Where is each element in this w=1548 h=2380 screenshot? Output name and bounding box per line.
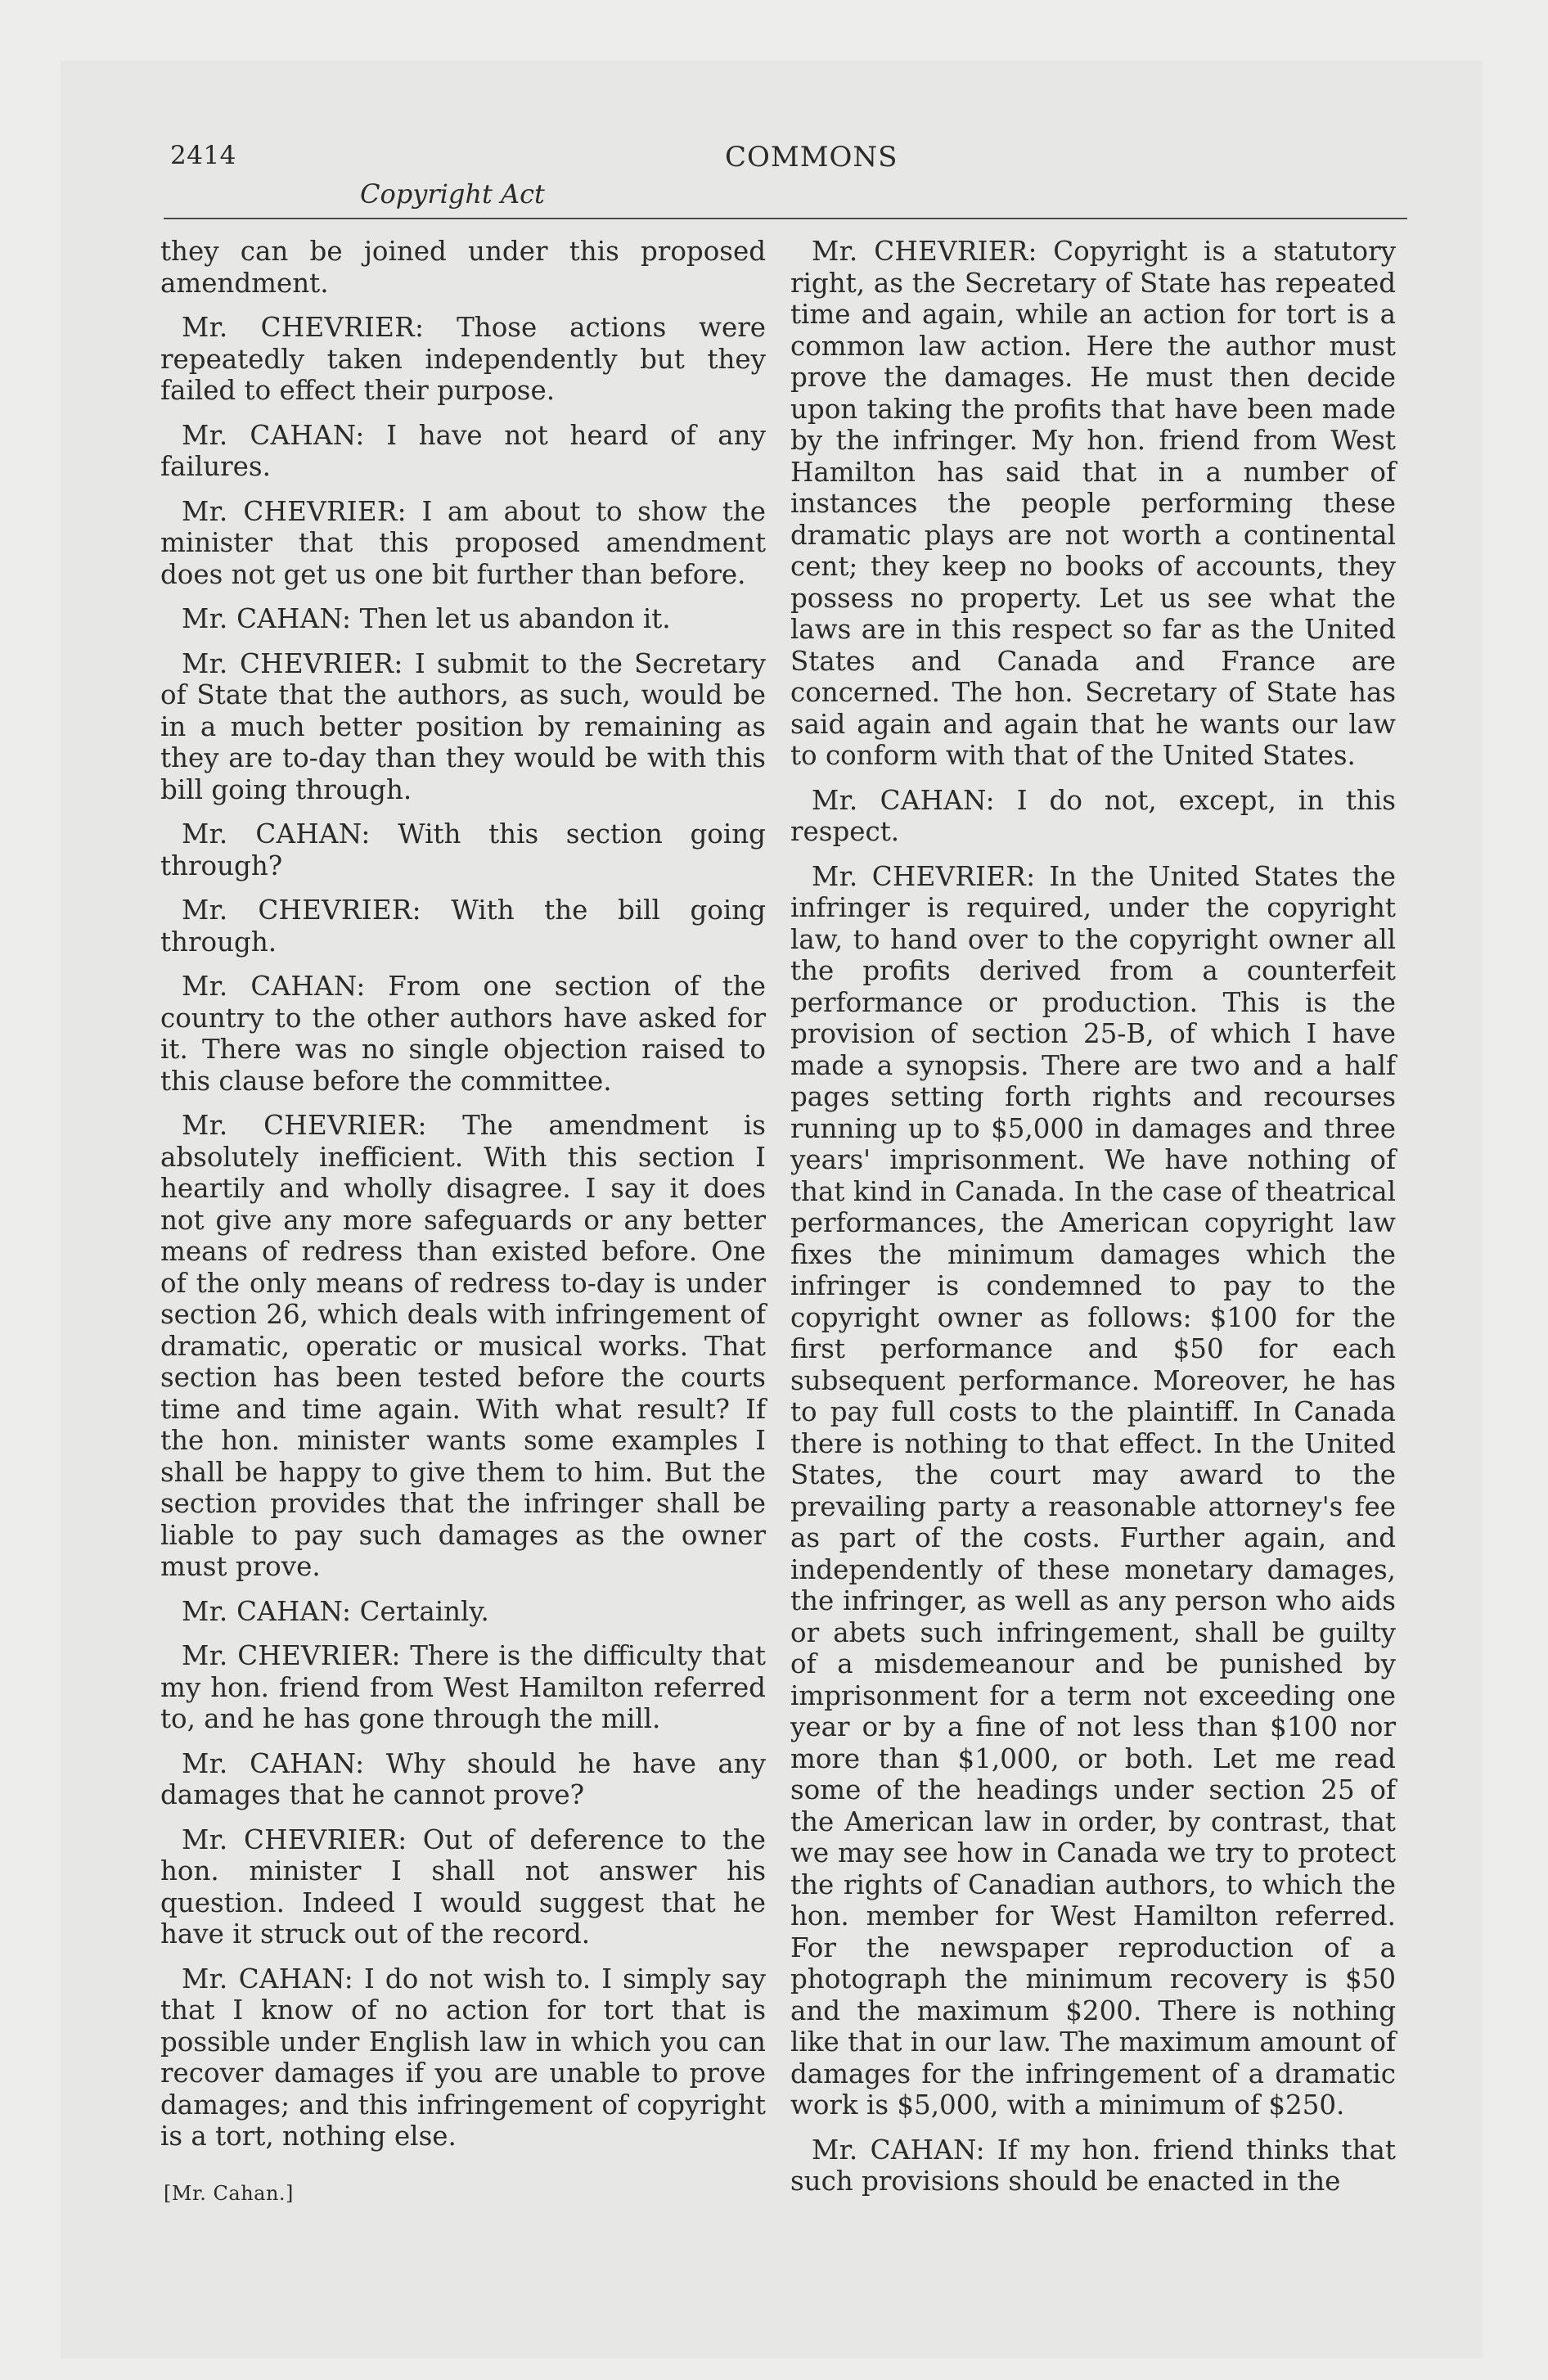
speaker-name: Mr. CAHAN: <box>182 419 365 451</box>
left-column <box>160 236 766 2175</box>
speaker-name: Mr. CAHAN: <box>182 818 371 850</box>
speaker-name: Mr. CHEVRIER: <box>182 312 425 343</box>
paragraph <box>160 1963 766 2152</box>
paragraph <box>160 1748 766 1811</box>
paragraph-text: Those actions were repeatedly taken independently but they failed to effect their purpose. <box>160 312 766 406</box>
paragraph-text: In the United States the infringer is required, under the copyright law, to hand over to the copyright owner all the profits derived from a counterfeit performance or production. This is the provision of section 25-B, of which I have made a synopsis. There are two and a half pages setting forth rights and recourses running up to $5,000 in damages and three years' imprisonment. We have nothing of that kind in Canada. In the case of theatrical performances, the American copyright law fixes the minimum damages which the infringer is condemned to pay to the copyright owner as follows: $100 for the first performance and $50 for each subsequent performance. Moreover, he has to pay full costs to the plaintiff. In Canada there is nothing to that effect. In the United States, the court may award to the prevailing party a reasonable attorney's fee as part of the costs. Further again, and independently of these monetary damages, the infringer, as well as any person who aids or abets such infringement, shall be guilty of a misdemeanour and be punished by imprisonment for a term not exceeding one year or by a fine of not less than $100 nor more than $1,000, or both. Let me read some of the headings under section 25 of the American law in order, by contrast, that we may see how in Canada we try to protect the rights of Canadian authors, to which the hon. member for West Hamilton referred. For the newspaper reproduction of a photograph the minimum recovery is $50 and the maximum $200. There is nothing like that in our law. The maximum amount of damages for the infringement of a dramatic work is $5,000, with a minimum of $250. <box>790 860 1396 2121</box>
paragraph <box>160 818 766 881</box>
page-subtitle: Copyright Act <box>360 178 545 210</box>
paragraph-text: Why should he have any damages that he cannot prove? <box>160 1747 766 1810</box>
speaker-name: Mr. CAHAN: <box>182 1595 352 1627</box>
paragraph-text: From one section of the country to the other authors have asked for it. There was no single objection raised to this clause before the committee. <box>160 971 766 1097</box>
paragraph-text: The amendment is absolutely inefficient. With this section I heartily and wholly disagree. I say it does not give any more safeguards or any better means of redress than existed before. One of the only means of redress to-day is under section 26, which deals with infringement of dramatic, operatic or musical works. That section has been tested before the courts time and time again. With what result? If the hon. minister wants some examples I shall be happy to give them to him. But the section provides that the infringer shall be liable to pay such damages as the owner must prove. <box>160 1110 766 1582</box>
speaker-name: Mr. CAHAN: <box>182 1747 365 1779</box>
paragraph-text: I have not heard of any failures. <box>160 419 766 482</box>
speaker-name: Mr. CHEVRIER: <box>182 495 407 527</box>
paragraph <box>160 496 766 591</box>
paragraph <box>160 971 766 1097</box>
paragraph <box>790 236 1396 772</box>
paragraph-text: Then let us abandon it. <box>359 603 671 634</box>
paragraph-text: If my hon. friend thinks that such provisions should be enacted in the <box>790 2134 1396 2197</box>
paragraph <box>160 1824 766 1950</box>
paragraph-text: With this section going through? <box>160 818 766 881</box>
right-column <box>790 236 1396 2197</box>
paragraph <box>160 236 766 299</box>
footer-note: [Mr. Cahan.] <box>164 2182 294 2205</box>
paragraph <box>160 648 766 806</box>
speaker-name: Mr. CHEVRIER: <box>182 895 421 926</box>
paragraph <box>790 861 1396 2121</box>
speaker-name: Mr. CHEVRIER: <box>182 1110 427 1141</box>
paragraph-text: I submit to the Secretary of State that the authors, as such, would be in a much better position by remaining as they are to-day than they would be with this bill going through. <box>160 647 766 805</box>
paragraph-text: Certainly. <box>359 1595 489 1627</box>
paragraph <box>160 1640 766 1735</box>
speaker-name: Mr. CAHAN: <box>182 971 366 1002</box>
paragraph-text: Copyright is a statutory right, as the Secretary of State has repeated time and again, while an action for tort is a common law action. Here the author must prove the damages. He must then decide upon taking the profits that have been made by the infringer. My hon. friend from West Hamilton has said that in a number of instances the people performing these dramatic plays are not worth a continental cent; they keep no books of accounts, they possess no property. Let us see what the laws are in this respect so far as the United States and Canada and France are concerned. The hon. Secretary of State has said again and again that he wants our law to conform with that of the United States. <box>790 236 1396 771</box>
speaker-name: Mr. CAHAN: <box>812 784 995 816</box>
page-title: COMMONS <box>725 141 898 174</box>
paragraph-text: I am about to show the minister that this proposed amendment does not get us one bit further than before. <box>160 495 766 590</box>
paragraph-text: they can be joined under this proposed amendment. <box>160 236 766 299</box>
speaker-name: Mr. CAHAN: <box>182 603 352 634</box>
paragraph <box>790 785 1396 848</box>
page-number: 2414 <box>170 141 236 170</box>
paragraph <box>160 1596 766 1628</box>
header-divider <box>164 218 1407 219</box>
paragraph <box>160 895 766 958</box>
paragraph <box>160 1110 766 1583</box>
paragraph-text: With the bill going through. <box>160 895 766 958</box>
paragraph <box>160 312 766 407</box>
paragraph <box>160 420 766 483</box>
speaker-name: Mr. CHEVRIER: <box>812 236 1037 267</box>
paragraph <box>160 603 766 635</box>
speaker-name: Mr. CHEVRIER: <box>812 860 1036 892</box>
paragraph-text: I do not, except, in this respect. <box>790 784 1396 847</box>
speaker-name: Mr. CHEVRIER: <box>182 647 403 679</box>
paragraph-text: There is the difficulty that my hon. friend from West Hamilton referred to, and he has gone through the mill. <box>160 1640 766 1734</box>
paragraph <box>790 2134 1396 2197</box>
speaker-name: Mr. CHEVRIER: <box>182 1823 407 1855</box>
paragraph-text: I do not wish to. I simply say that I know of no action for tort that is possible under English law in which you can recover damages if you are unable to prove damages; and this infringement of copyright is a tort, nothing else. <box>160 1963 766 2152</box>
speaker-name: Mr. CHEVRIER: <box>182 1640 401 1671</box>
speaker-name: Mr. CAHAN: <box>182 1963 353 1995</box>
paragraph-text: Out of deference to the hon. minister I shall not answer his question. Indeed I would suggest that he have it struck out of the record. <box>160 1823 767 1950</box>
speaker-name: Mr. CAHAN: <box>812 2134 985 2166</box>
